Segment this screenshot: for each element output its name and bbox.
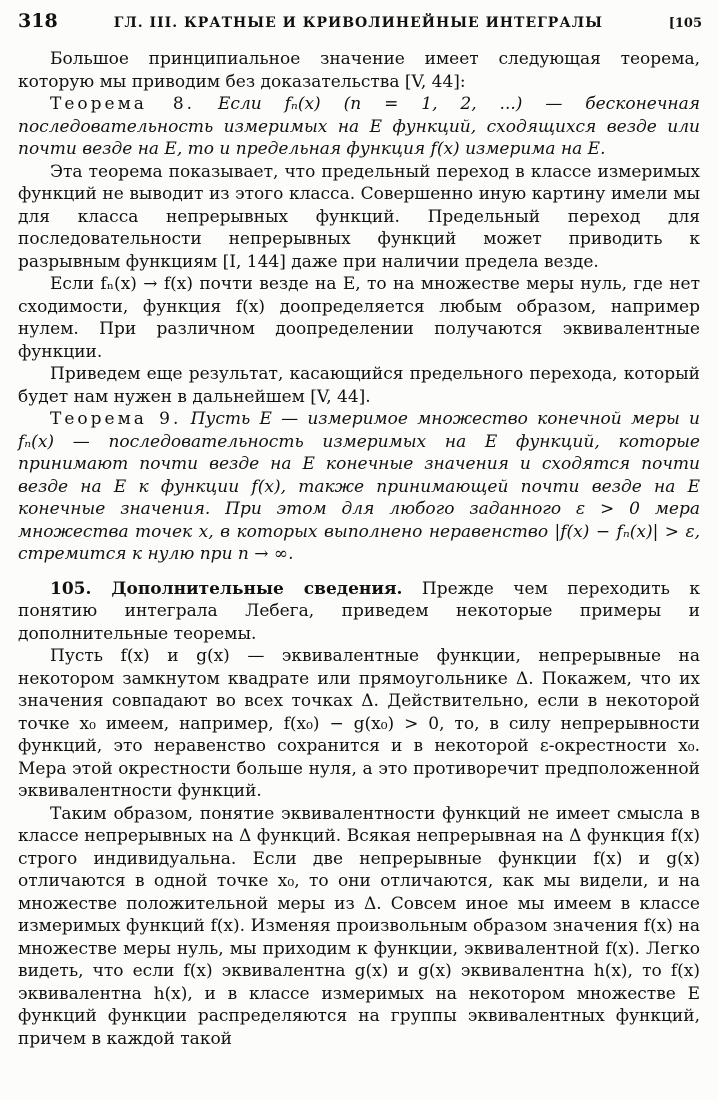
page-body — [18, 48, 700, 1050]
section-105 — [18, 578, 700, 646]
theorem-9 — [18, 408, 700, 566]
theorem-8 — [18, 93, 700, 161]
running-title: ГЛ. III. КРАТНЫЕ И КРИВОЛИНЕЙНЫЕ ИНТЕГРАЛЫ — [113, 15, 603, 31]
section-105-text: Прежде чем переходить к понятию интеграла Лебега, приведем некоторые примеры и дополнительные теоремы. — [18, 578, 700, 644]
theorem-8-label: Теорема 8. — [50, 94, 196, 114]
paragraph-equivalent-continuous: Пусть f(x) и g(x) — эквивалентные функции, непрерывные на некотором замкнутом квадрате или прямоугольнике Δ. Покажем, что их значения совпадают во всех точках Δ. Действительно, если в некоторой точке x₀ имеем, например, f(x₀) − g(x₀) > 0, то, в силу непрерывности функций, это неравенство сохранится и в некоторой ε-окрестности x₀. Мера этой окрестности больше нуля, а это противоречит предположенной эквивалентности функций. — [18, 646, 700, 801]
theorem-9-text: Пусть E — измеримое множество конечной меры и fₙ(x) — последовательность измеримых на E функций, которые принимают почти везде на E конечные значения и сходятся почти везде на E к функции f(x), также принимающей почти везде на E конечные значения. При этом для любого заданного ε > 0 мера множества точек x, в которых выполнено неравенство |f(x) − fₙ(x)| > ε, стремится к нулю при n → ∞. — [18, 409, 701, 564]
section-reference: [105 — [668, 16, 702, 31]
paragraph-intro: Большое принципиальное значение имеет следующая теорема, которую мы приводим без доказательства [V, 44]: — [18, 49, 700, 92]
paragraph-almost-everywhere: Если fₙ(x) → f(x) почти везде на E, то на множестве меры нуль, где нет сходимости, функция f(x) доопределяется любым образом, например нулем. При различном доопределении получаются эквивалентные функции. — [18, 274, 700, 362]
page-number: 318 — [18, 10, 58, 32]
theorem-9-label: Теорема 9. — [50, 409, 182, 429]
page-header — [18, 10, 702, 34]
section-gap — [18, 566, 700, 578]
paragraph-next-result: Приведем еще результат, касающийся предельного перехода, который будет нам нужен в дальнейшем [V, 44]. — [18, 364, 700, 407]
theorem-8-text: Если fₙ(x) (n = 1, 2, ...) — бесконечная последовательность измеримых на E функций, сходящихся везде или почти везде на E, то и предельная функция f(x) измерима на E. — [18, 94, 701, 159]
section-105-title: 105. Дополнительные сведения. — [50, 578, 403, 599]
paragraph-limit-transition: Эта теорема показывает, что предельный переход в классе измеримых функций не выводит из этого класса. Совершенно иную картину имели мы для класса непрерывных функций. Предельный переход для последовательности непрерывных функций может приводить к разрывным функциям [I, 144] даже при наличии предела везде. — [18, 161, 700, 272]
paragraph-equivalence-classes: Таким образом, понятие эквивалентности функций не имеет смысла в классе непрерывных на Δ функций. Всякая непрерывная на Δ функция f(x) строго индивидуальна. Если две непрерывные функции f(x) и g(x) отличаются в одной точке x₀, то они отличаются, как мы видели, и на множестве положительной меры из Δ. Совсем иное мы имеем в классе измеримых функций f(x). Изменяя произвольным образом значения f(x) на множестве меры нуль, мы приходим к функции, эквивалентной f(x). Легко видеть, что если f(x) эквивалентна g(x) и g(x) эквивалентна h(x), то f(x) эквивалентна h(x), и в классе измеримых на некотором множестве E функций функции распределяются на группы эквивалентных функций, причем в каждой такой — [18, 803, 700, 1049]
